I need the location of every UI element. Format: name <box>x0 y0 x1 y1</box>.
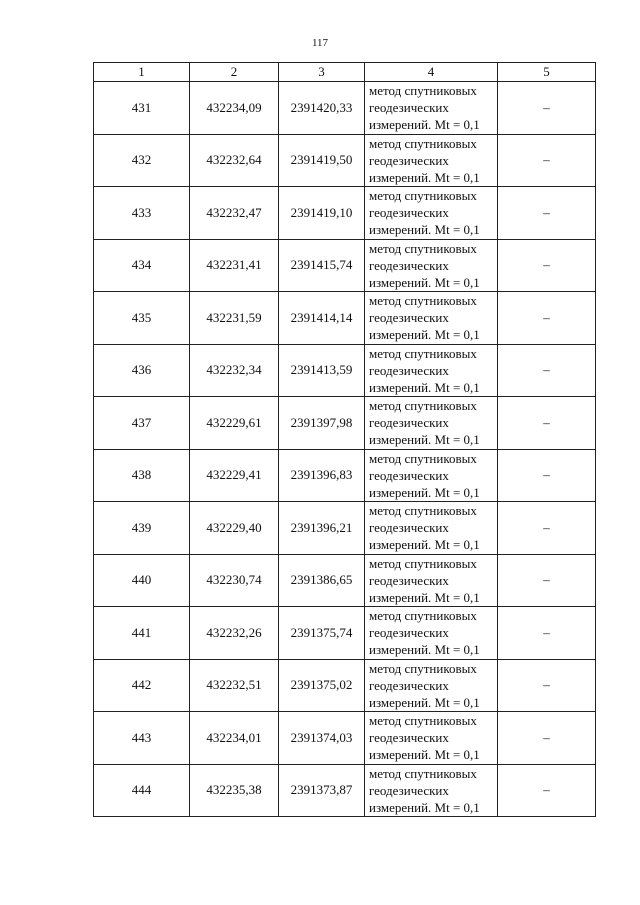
method-cell <box>365 292 498 345</box>
point-number-cell: 432 <box>94 134 190 187</box>
note-cell: – <box>498 344 596 397</box>
column-header-3: 3 <box>279 63 365 82</box>
x-coordinate-cell: 432232,26 <box>190 607 279 660</box>
table-row <box>94 187 596 240</box>
table-row <box>94 712 596 765</box>
method-text-line: геодезических <box>369 520 449 536</box>
method-text-line: измерений. Mt = 0,1 <box>369 169 480 185</box>
table-row <box>94 397 596 450</box>
method-text-line: метод спутниковых <box>369 608 477 624</box>
method-cell <box>365 659 498 712</box>
method-text-line: геодезических <box>369 625 449 641</box>
method-text-line: геодезических <box>369 257 449 273</box>
column-header-1: 1 <box>94 63 190 82</box>
method-text-line: измерений. Mt = 0,1 <box>369 379 480 395</box>
y-coordinate-cell: 2391397,98 <box>279 397 365 450</box>
coordinates-table <box>93 62 596 817</box>
note-cell: – <box>498 449 596 502</box>
method-text-line: геодезических <box>369 205 449 221</box>
note-cell: – <box>498 659 596 712</box>
table-row <box>94 292 596 345</box>
method-cell <box>365 397 498 450</box>
method-cell <box>365 712 498 765</box>
y-coordinate-cell: 2391374,03 <box>279 712 365 765</box>
column-header-2: 2 <box>190 63 279 82</box>
y-coordinate-cell: 2391386,65 <box>279 554 365 607</box>
point-number-cell: 434 <box>94 239 190 292</box>
note-cell: – <box>498 554 596 607</box>
table-row <box>94 344 596 397</box>
note-cell: – <box>498 292 596 345</box>
method-cell <box>365 187 498 240</box>
point-number-cell: 431 <box>94 82 190 135</box>
point-number-cell: 437 <box>94 397 190 450</box>
point-number-cell: 435 <box>94 292 190 345</box>
point-number-cell: 442 <box>94 659 190 712</box>
y-coordinate-cell: 2391415,74 <box>279 239 365 292</box>
method-text-line: метод спутниковых <box>369 555 477 571</box>
table-row <box>94 134 596 187</box>
table-row <box>94 449 596 502</box>
x-coordinate-cell: 432231,59 <box>190 292 279 345</box>
method-text-line: геодезических <box>369 467 449 483</box>
column-header-4: 4 <box>365 63 498 82</box>
y-coordinate-cell: 2391420,33 <box>279 82 365 135</box>
method-text-line: геодезических <box>369 310 449 326</box>
method-text-line: измерений. Mt = 0,1 <box>369 432 480 448</box>
point-number-cell: 440 <box>94 554 190 607</box>
x-coordinate-cell: 432232,47 <box>190 187 279 240</box>
column-header-5: 5 <box>498 63 596 82</box>
table-row <box>94 659 596 712</box>
y-coordinate-cell: 2391396,83 <box>279 449 365 502</box>
note-cell: – <box>498 502 596 555</box>
point-number-cell: 444 <box>94 764 190 817</box>
y-coordinate-cell: 2391396,21 <box>279 502 365 555</box>
method-text-line: метод спутниковых <box>369 135 477 151</box>
x-coordinate-cell: 432229,41 <box>190 449 279 502</box>
point-number-cell: 439 <box>94 502 190 555</box>
x-coordinate-cell: 432229,40 <box>190 502 279 555</box>
y-coordinate-cell: 2391413,59 <box>279 344 365 397</box>
method-text-line: измерений. Mt = 0,1 <box>369 222 480 238</box>
point-number-cell: 433 <box>94 187 190 240</box>
y-coordinate-cell: 2391419,50 <box>279 134 365 187</box>
table-row <box>94 82 596 135</box>
y-coordinate-cell: 2391375,02 <box>279 659 365 712</box>
method-cell <box>365 239 498 292</box>
y-coordinate-cell: 2391375,74 <box>279 607 365 660</box>
method-text-line: измерений. Mt = 0,1 <box>369 642 480 658</box>
note-cell: – <box>498 82 596 135</box>
method-text-line: геодезических <box>369 152 449 168</box>
method-text-line: геодезических <box>369 572 449 588</box>
method-text-line: измерений. Mt = 0,1 <box>369 747 480 763</box>
method-text-line: метод спутниковых <box>369 503 477 519</box>
method-text-line: метод спутниковых <box>369 83 477 99</box>
table-row <box>94 554 596 607</box>
method-cell <box>365 502 498 555</box>
table-row <box>94 239 596 292</box>
x-coordinate-cell: 432234,01 <box>190 712 279 765</box>
method-text-line: измерений. Mt = 0,1 <box>369 589 480 605</box>
method-text-line: измерений. Mt = 0,1 <box>369 694 480 710</box>
note-cell: – <box>498 397 596 450</box>
y-coordinate-cell: 2391373,87 <box>279 764 365 817</box>
method-text-line: измерений. Mt = 0,1 <box>369 799 480 815</box>
method-text-line: измерений. Mt = 0,1 <box>369 274 480 290</box>
table-body <box>94 82 596 817</box>
point-number-cell: 438 <box>94 449 190 502</box>
method-text-line: метод спутниковых <box>369 398 477 414</box>
method-text-line: метод спутниковых <box>369 660 477 676</box>
note-cell: – <box>498 607 596 660</box>
point-number-cell: 436 <box>94 344 190 397</box>
method-cell <box>365 134 498 187</box>
method-text-line: геодезических <box>369 362 449 378</box>
method-cell <box>365 764 498 817</box>
method-text-line: геодезических <box>369 730 449 746</box>
method-text-line: метод спутниковых <box>369 345 477 361</box>
method-text-line: измерений. Mt = 0,1 <box>369 484 480 500</box>
method-text-line: измерений. Mt = 0,1 <box>369 537 480 553</box>
method-text-line: метод спутниковых <box>369 713 477 729</box>
point-number-cell: 443 <box>94 712 190 765</box>
table-row <box>94 764 596 817</box>
point-number-cell: 441 <box>94 607 190 660</box>
note-cell: – <box>498 764 596 817</box>
table-row <box>94 607 596 660</box>
method-text-line: измерений. Mt = 0,1 <box>369 117 480 133</box>
note-cell: – <box>498 239 596 292</box>
x-coordinate-cell: 432232,34 <box>190 344 279 397</box>
method-cell <box>365 449 498 502</box>
table-row <box>94 502 596 555</box>
x-coordinate-cell: 432230,74 <box>190 554 279 607</box>
y-coordinate-cell: 2391414,14 <box>279 292 365 345</box>
method-text-line: метод спутниковых <box>369 450 477 466</box>
method-text-line: метод спутниковых <box>369 240 477 256</box>
method-cell <box>365 554 498 607</box>
y-coordinate-cell: 2391419,10 <box>279 187 365 240</box>
method-text-line: геодезических <box>369 677 449 693</box>
method-cell <box>365 607 498 660</box>
note-cell: – <box>498 712 596 765</box>
method-cell <box>365 344 498 397</box>
page-number: 117 <box>311 37 329 49</box>
method-text-line: геодезических <box>369 782 449 798</box>
method-text-line: метод спутниковых <box>369 765 477 781</box>
note-cell: – <box>498 187 596 240</box>
x-coordinate-cell: 432232,64 <box>190 134 279 187</box>
table-header-row <box>94 63 596 82</box>
method-text-line: измерений. Mt = 0,1 <box>369 327 480 343</box>
x-coordinate-cell: 432234,09 <box>190 82 279 135</box>
method-text-line: геодезических <box>369 100 449 116</box>
x-coordinate-cell: 432235,38 <box>190 764 279 817</box>
method-text-line: метод спутниковых <box>369 293 477 309</box>
method-text-line: геодезических <box>369 415 449 431</box>
note-cell: – <box>498 134 596 187</box>
x-coordinate-cell: 432229,61 <box>190 397 279 450</box>
x-coordinate-cell: 432232,51 <box>190 659 279 712</box>
x-coordinate-cell: 432231,41 <box>190 239 279 292</box>
method-cell <box>365 82 498 135</box>
method-text-line: метод спутниковых <box>369 188 477 204</box>
